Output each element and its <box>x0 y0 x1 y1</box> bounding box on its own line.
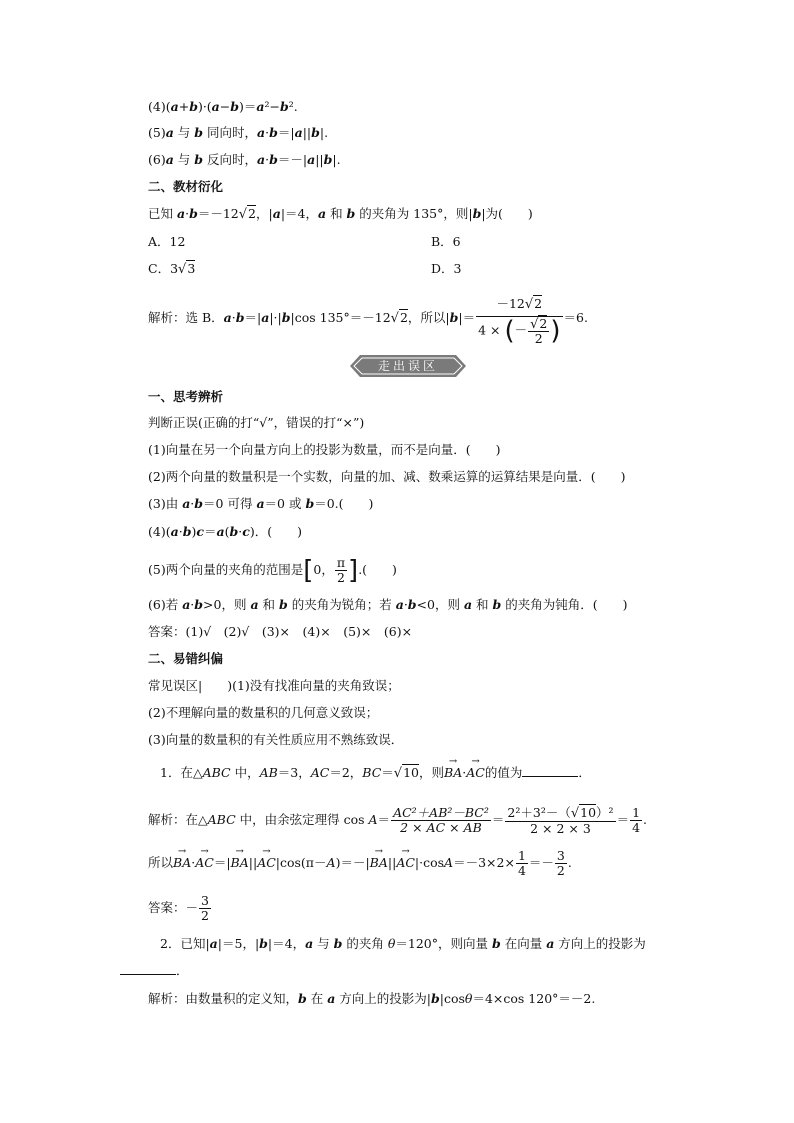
sqrt-symbol: √ <box>524 296 534 312</box>
text: ＝| <box>277 125 295 140</box>
numerator: 1 <box>517 848 526 863</box>
text: |cos 135°＝－12 <box>290 310 391 325</box>
var: b <box>194 496 204 511</box>
text: ². <box>288 99 298 114</box>
numerator: 3 <box>201 893 209 908</box>
text: 在 <box>306 991 328 1006</box>
numerator: AC²＋AB²－BC² <box>393 805 489 820</box>
fraction <box>476 293 562 345</box>
text: (5)两个向量的夹角的范围是 <box>148 562 304 577</box>
var: a <box>257 152 266 167</box>
property-6 <box>148 151 341 169</box>
text: ＝0 可得 <box>203 496 257 511</box>
var: a <box>256 99 265 114</box>
var: c <box>196 524 204 539</box>
var: a <box>182 496 191 511</box>
var: b <box>449 310 459 325</box>
numerator <box>505 806 615 822</box>
var: A <box>368 812 378 827</box>
text: |＝4， <box>280 206 318 221</box>
vector: → AC <box>257 845 276 881</box>
text: ＝4×cos 120°＝－2. <box>472 991 596 1006</box>
var: a <box>395 597 404 612</box>
numerator: π <box>336 555 346 570</box>
var: a <box>250 597 259 612</box>
answer-1 <box>148 890 212 926</box>
var: b <box>281 310 291 325</box>
text: 和 <box>472 597 493 612</box>
text: ． <box>578 765 591 780</box>
text: · <box>190 597 195 612</box>
banner-label: 走出误区 <box>377 359 438 373</box>
var: b <box>189 99 198 114</box>
text: ＝0 或 <box>264 496 306 511</box>
text: )＝ <box>239 99 257 114</box>
text: 4 × <box>478 322 505 337</box>
section-heading: 一、思考辨析 <box>148 389 224 404</box>
var: ABC <box>202 765 231 780</box>
text: <0，则 <box>416 597 464 612</box>
text: 中，由余弦定理得 cos <box>235 812 369 827</box>
solution-3 <box>148 845 572 881</box>
var: a <box>294 125 303 140</box>
solution-1 <box>148 290 588 347</box>
judgment-5 <box>148 552 397 589</box>
text: ＝－| <box>277 152 308 167</box>
text: 的夹角为锐角；若 <box>287 597 396 612</box>
denominator: 2 <box>556 863 565 878</box>
var: a <box>256 496 265 511</box>
text: 与 <box>313 936 334 951</box>
text: 解析：由数量积的定义知， <box>148 991 299 1006</box>
text: − <box>219 99 231 114</box>
var: a <box>170 99 179 114</box>
text: 解析：在△ <box>148 812 208 827</box>
bracket-left: [ <box>303 555 314 586</box>
text: |＝4， <box>267 936 306 951</box>
denominator: 2 <box>534 330 543 346</box>
radicand: 10 <box>403 765 419 780</box>
radicand: 2 <box>399 310 408 325</box>
denominator: 2 × AC × AB <box>400 820 482 835</box>
paren-right: ) <box>550 315 561 346</box>
text: ＝ <box>203 524 217 539</box>
text: |·| <box>269 310 282 325</box>
text: ，所以| <box>407 310 450 325</box>
var: b <box>194 125 204 140</box>
var: a <box>165 152 174 167</box>
answer-blank[interactable] <box>120 964 176 975</box>
fraction <box>555 849 567 878</box>
text: · <box>265 152 270 167</box>
text: (6)若 <box>148 597 183 612</box>
var: b <box>333 936 343 951</box>
denominator: 2 × 2 × 3 <box>530 820 591 836</box>
text: ) <box>191 524 197 539</box>
var: θ <box>464 991 473 1006</box>
property-4 <box>148 98 298 116</box>
text: ＝ <box>616 812 630 827</box>
text: 的夹角 <box>342 936 388 951</box>
text: 已知 <box>148 206 177 221</box>
text: ( <box>224 524 230 539</box>
radicand: 3 <box>187 261 196 276</box>
var: A <box>326 855 336 870</box>
section-heading: 二、教材衍化 <box>148 179 224 194</box>
vector: → BA <box>444 764 462 782</box>
text: 0， <box>313 562 334 577</box>
problem-2 <box>160 935 646 953</box>
text: C．3 <box>148 261 179 276</box>
text: ． <box>176 963 189 978</box>
text: ²− <box>264 99 281 114</box>
text: )·( <box>197 99 212 114</box>
text: ＝ <box>491 812 505 827</box>
radicand: 2 <box>248 206 256 221</box>
var: ABC <box>207 812 236 827</box>
vector: → AC <box>466 764 485 782</box>
text: ＝| <box>213 855 231 870</box>
sqrt-symbol: √ <box>570 805 580 821</box>
var: b <box>269 125 278 140</box>
text: (3)由 <box>148 496 183 511</box>
text: (6) <box>148 152 166 167</box>
judgment-4 <box>148 523 302 541</box>
text: |＝5，| <box>217 936 260 951</box>
text: |为( ) <box>481 206 533 221</box>
var: b <box>182 524 192 539</box>
var: b <box>269 152 278 167</box>
var: b <box>194 152 204 167</box>
answer-judgments: 答案：(1)√ (2)√ (3)× (4)× (5)× (6)× <box>148 624 413 639</box>
var: b <box>235 310 245 325</box>
text: + <box>178 99 190 114</box>
paren-left: ( <box>504 315 515 346</box>
text: )．( ) <box>249 524 302 539</box>
text: |. <box>319 125 329 140</box>
denominator: 2 <box>336 570 345 585</box>
text: . <box>567 855 572 870</box>
judgment-6 <box>148 596 628 614</box>
text: (5) <box>148 125 166 140</box>
text: |cos(π－ <box>275 855 327 870</box>
text: －12 <box>496 295 525 311</box>
text: 2²＋3²－（ <box>507 804 571 820</box>
text: 与 <box>173 125 195 140</box>
var: b <box>229 524 239 539</box>
text: ）² <box>596 804 614 820</box>
text: 所以 <box>148 855 174 870</box>
var: c <box>242 524 250 539</box>
text: ＝ <box>377 812 391 827</box>
text: )＝－| <box>335 855 370 870</box>
numerator: 1 <box>632 805 641 820</box>
var: AB <box>259 765 278 780</box>
text: ＝0.( ) <box>314 496 374 511</box>
text: · <box>185 206 190 221</box>
sqrt-symbol: √ <box>390 311 399 326</box>
var: b <box>492 597 502 612</box>
text: >0，则 <box>203 597 251 612</box>
section-banner <box>350 355 466 377</box>
option-d: D．3 <box>431 261 462 276</box>
text: ＝ <box>381 765 394 780</box>
vector: → BA <box>231 845 249 881</box>
var: b <box>491 936 501 951</box>
text: ＝－12 <box>197 206 239 221</box>
problem-1 <box>160 764 591 783</box>
var: a <box>182 597 191 612</box>
judgment-3 <box>148 495 373 513</box>
text: 的值为 <box>484 765 523 780</box>
var: b <box>431 991 440 1006</box>
text: ＝3， <box>277 765 311 780</box>
text: · <box>231 310 236 325</box>
question-text <box>148 205 533 224</box>
error-1: 常见误区| )(1)没有找准向量的夹角致误； <box>148 678 400 693</box>
text: ，| <box>255 206 273 221</box>
error-3: (3)向量的数量积的有关性质应用不熟练致误． <box>148 732 404 747</box>
text: (4)( <box>148 524 171 539</box>
text: 与 <box>173 152 195 167</box>
vector: → AC <box>396 845 415 881</box>
var: a <box>176 206 186 221</box>
sqrt-symbol: √ <box>178 262 187 277</box>
var: b <box>230 99 240 114</box>
text: 和 <box>258 597 279 612</box>
text: ＝2， <box>329 765 363 780</box>
var: a <box>307 152 316 167</box>
inner-fraction <box>528 317 549 345</box>
text: 和 <box>326 206 347 221</box>
instructions: 判断正误(正确的打“√”，错误的打“×”) <box>148 415 365 430</box>
radicand: 10 <box>580 804 597 820</box>
text: 2．已知| <box>160 936 210 951</box>
radicand: 2 <box>539 315 548 331</box>
var: a <box>211 99 220 114</box>
option-a: A．12 <box>148 234 186 249</box>
sqrt-symbol: √ <box>393 766 403 781</box>
sqrt-symbol: √ <box>530 316 539 332</box>
text: || <box>387 855 397 870</box>
text: · <box>462 765 467 780</box>
var: b <box>305 496 315 511</box>
option-c <box>148 260 195 279</box>
numerator: 3 <box>556 848 565 863</box>
section-heading: 二、易错纠偏 <box>148 651 224 666</box>
text: ＝120°，则向量 <box>395 936 492 951</box>
vector: → AC <box>195 845 214 881</box>
var: b <box>279 597 288 612</box>
var: a <box>216 524 225 539</box>
text: 解析：选 B． <box>148 310 224 325</box>
var: A <box>444 855 454 870</box>
text: · <box>238 524 243 539</box>
var: a <box>546 936 555 951</box>
text: || <box>302 125 312 140</box>
fraction <box>505 806 615 836</box>
numerator <box>476 293 562 317</box>
text: · <box>178 524 183 539</box>
judgment-2: (2)两个向量的数量积是一个实数，向量的加、减、数乘运算的运算结果是向量．( ) <box>148 469 626 484</box>
var: b <box>194 597 204 612</box>
text: ＝－3×2× <box>453 855 515 870</box>
var: a <box>272 206 281 221</box>
text: 1．在△ <box>160 765 203 780</box>
var: b <box>189 206 198 221</box>
text: · <box>403 597 408 612</box>
text: · <box>265 125 270 140</box>
text: .( ) <box>358 562 397 577</box>
text: 的夹角为钝角．( ) <box>501 597 628 612</box>
text: 方向上的投影为| <box>335 991 432 1006</box>
var: a <box>223 310 232 325</box>
answer-blank[interactable] <box>522 766 578 777</box>
vector: → BA <box>370 845 388 881</box>
radicand: 2 <box>534 295 543 311</box>
var: a <box>317 206 327 221</box>
fraction <box>516 849 528 878</box>
fraction <box>630 806 642 835</box>
fraction <box>391 806 491 835</box>
var: b <box>472 206 482 221</box>
var: a <box>327 991 336 1006</box>
text: |＝ <box>458 310 476 325</box>
text: || <box>315 152 324 167</box>
var: BC <box>362 765 382 780</box>
text: . <box>643 812 648 827</box>
var: b <box>346 206 356 221</box>
text: ＝| <box>244 310 262 325</box>
text: 方向上的投影为 <box>554 936 646 951</box>
var: b <box>298 991 307 1006</box>
var: b <box>407 597 417 612</box>
text: (4)( <box>148 99 171 114</box>
text: 在向量 <box>500 936 547 951</box>
text: |·cos <box>414 855 445 870</box>
solution-4 <box>148 990 595 1008</box>
var: b <box>259 936 268 951</box>
var: a <box>209 936 218 951</box>
var: a <box>463 597 473 612</box>
text: 答案：－ <box>148 900 199 915</box>
text: ＝－ <box>528 855 554 870</box>
text: || <box>248 855 258 870</box>
sqrt-symbol: √ <box>238 207 248 222</box>
var: b <box>311 125 320 140</box>
var: b <box>323 152 333 167</box>
property-5 <box>148 124 328 142</box>
text: 的夹角为 135°，则| <box>355 206 473 221</box>
judgment-1: (1)向量在另一个向量方向上的投影为数量，而不是向量．( ) <box>148 442 501 457</box>
text: 中， <box>230 765 260 780</box>
var: b <box>280 99 289 114</box>
text: · <box>190 496 195 511</box>
text: |cos <box>439 991 465 1006</box>
text: · <box>191 855 196 870</box>
var: θ <box>387 936 396 951</box>
var: a <box>257 125 266 140</box>
text: 同向时， <box>203 125 258 140</box>
fraction <box>199 894 211 923</box>
denominator: 2 <box>201 908 209 923</box>
option-b: B．6 <box>431 234 461 249</box>
vector: → BA <box>173 845 191 881</box>
var: a <box>170 524 179 539</box>
bracket-right: ] <box>348 555 359 586</box>
var: a <box>165 125 174 140</box>
text: |. <box>332 152 341 167</box>
var: a <box>261 310 270 325</box>
denominator: 4 <box>632 820 641 835</box>
var: a <box>305 936 314 951</box>
problem-2-blank-line <box>120 962 189 980</box>
numerator <box>528 317 549 332</box>
error-2: (2)不理解向量的数量积的几何意义致误； <box>148 705 379 720</box>
text: 反向时， <box>203 152 258 167</box>
text: ，则 <box>419 765 445 780</box>
text: ＝6. <box>563 310 588 325</box>
var: AC <box>310 765 330 780</box>
denominator: 4 <box>517 863 526 878</box>
denominator: 4 × (－ $\frac{√2}{2}$ ) <box>478 315 561 346</box>
fraction <box>335 556 347 585</box>
